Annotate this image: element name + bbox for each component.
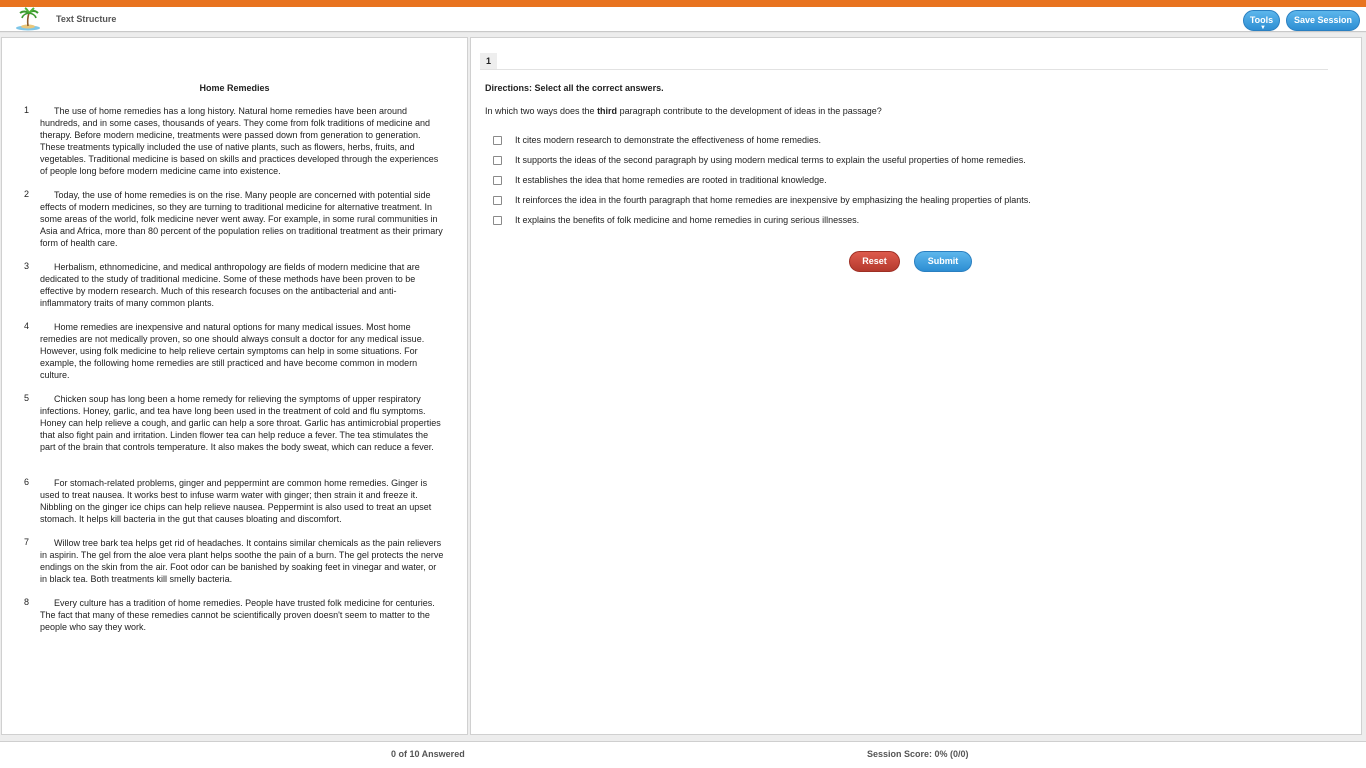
palm-tree-island-icon [14, 7, 42, 31]
paragraph-text: Every culture has a tradition of home remedies. People have trusted folk medicine for centuries. The fact that many of these remedies cannot be scientifically proven doesn't seem to matter to the people who say they work. [40, 598, 435, 632]
paragraph-text: Today, the use of home remedies is on the rise. Many people are concerned with potential side effects of modern medicines, so they are turning to traditional medicine for alternative treatment. In some areas of the world, folk medicine never went away. For example, in some rural communities in Asia and Africa, more than 80 percent of the population relies on traditional treatment as their primary form of health care. [40, 190, 443, 248]
answered-count: 0 of 10 Answered [391, 749, 465, 759]
paragraph-number: 6 [24, 477, 30, 487]
question-stem [485, 106, 882, 116]
stem-text-start: In which two ways does the [485, 106, 598, 116]
save-session-button[interactable]: Save Session [1286, 10, 1360, 31]
answer-checkbox[interactable] [493, 156, 502, 165]
app-title: Text Structure [56, 14, 117, 24]
paragraph-number: 3 [24, 261, 30, 271]
question-tab-1[interactable]: 1 [480, 53, 497, 69]
answer-option[interactable] [493, 194, 1193, 208]
answer-option[interactable] [493, 154, 1193, 168]
paragraph-number: 8 [24, 597, 30, 607]
answer-option[interactable] [493, 174, 1193, 188]
paragraph-text: Herbalism, ethnomedicine, and medical anthropology are fields of modern medicine that are dedicated to the study of traditional medicine. Some of these methods have been proven to be effective by modern research. Much of this research focuses on the antibacterial and anti-inflammatory traits of many common plants. [40, 262, 420, 308]
paragraph-number: 2 [24, 189, 30, 199]
answer-checkbox[interactable] [493, 176, 502, 185]
paragraph-text: Home remedies are inexpensive and natural options for many medical issues. Most home remedies are not medically proven, so one should always consult a doctor for any medical issue. However, using folk medicine to help relieve certain symptoms can help in some situations. For example, the following home remedies are still practiced and have become common in modern culture. [40, 322, 425, 380]
paragraph-text: Willow tree bark tea helps get rid of headaches. It contains similar chemicals as the pain relievers in aspirin. The gel from the aloe vera plant helps soothe the pain of a burn. The gel protects the nerve endings on the skin from the air. Foot odor can be banished by soaking feet in vinegar and water, or in black tea. Both treatments kill smelly bacteria. [40, 538, 444, 584]
divider [480, 69, 1328, 70]
answer-option-label: It explains the benefits of folk medicine and home remedies in curing serious illnesses. [515, 215, 860, 225]
paragraph-text: For stomach-related problems, ginger and peppermint are common home remedies. Ginger is used to treat nausea. It works best to infuse warm water with ginger; then strain it and freeze it. Nibbling on the ginger ice chips can help relieve nausea. Peppermint is also used to treat an upset stomach. It helps kill bacteria in the gut that causes bloating and discomfort. [40, 478, 432, 524]
question-directions: Directions: Select all the correct answers. [485, 83, 664, 93]
answer-option-label: It establishes the idea that home remedies are rooted in traditional knowledge. [515, 175, 827, 185]
tools-button[interactable] [1243, 10, 1280, 31]
submit-button[interactable]: Submit [914, 251, 972, 272]
session-score: Session Score: 0% (0/0) [867, 749, 969, 759]
paragraph-text: The use of home remedies has a long history. Natural home remedies have been around hundreds, and in some cases, thousands of years. They come from folk traditions of medicine and therapy. Before modern medicine, treatments were passed down from generation to generation. These treatments typically included the use of native plants, such as flowers, herbs, fruits, and vegetables. Traditional medicine is based on skills and practices developed through the experiences of people long before modern medicine came into existence. [40, 106, 439, 176]
status-footer [0, 741, 1366, 768]
chevron-down-icon: ▼ [1260, 25, 1266, 31]
answer-checkbox[interactable] [493, 136, 502, 145]
question-panel [470, 37, 1362, 735]
paragraph-number: 7 [24, 537, 30, 547]
answer-option[interactable] [493, 214, 1193, 228]
paragraph-number: 5 [24, 393, 30, 403]
stem-emphasis: third [597, 106, 618, 116]
answer-option-label: It supports the ideas of the second paragraph by using modern medical terms to explain the useful properties of home remedies. [515, 155, 1026, 165]
answer-checkbox[interactable] [493, 196, 502, 205]
stem-text-end: paragraph contribute to the development of ideas in the passage? [617, 106, 882, 116]
top-accent-stripe [0, 0, 1366, 7]
answer-option-label: It cites modern research to demonstrate the effectiveness of home remedies. [515, 135, 821, 145]
answer-option[interactable] [493, 134, 1193, 148]
paragraph-number: 1 [24, 105, 30, 115]
answer-checkbox[interactable] [493, 216, 502, 225]
paragraph-text: Chicken soup has long been a home remedy for relieving the symptoms of upper respiratory infections. Honey, garlic, and tea have long been used in the treatment of cold and flu symptoms. Honey can help relieve a cough, and garlic can help a sore throat. Garlic has antimicrobial properties that also fight pain and irritation. Linden flower tea can help reduce a fever. The tea stimulates the part of the brain that controls temperature. It also makes the body sweat, which can reduce a fever. [40, 394, 441, 452]
reset-button[interactable]: Reset [849, 251, 900, 272]
answer-option-label: It reinforces the idea in the fourth paragraph that home remedies are inexpensive by emphasizing the healing properties of plants. [515, 195, 1031, 205]
app-header [0, 7, 1366, 32]
passage-title: Home Remedies [199, 83, 270, 93]
tools-button-label: Tools [1249, 15, 1274, 25]
paragraph-number: 4 [24, 321, 30, 331]
passage-panel [1, 37, 468, 735]
